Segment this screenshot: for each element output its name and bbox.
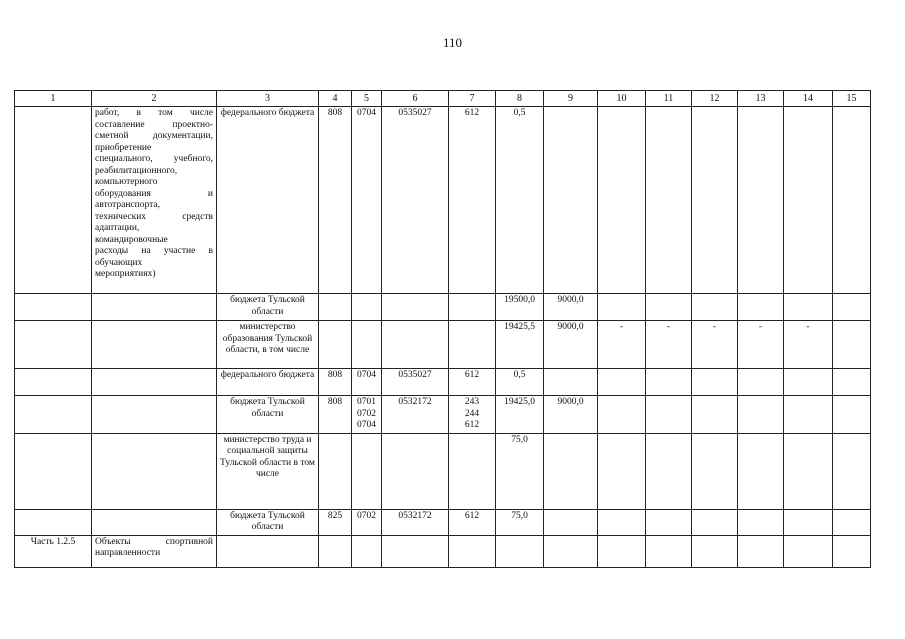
cell-year-value — [738, 396, 784, 434]
description-line: работ, в том числе — [95, 108, 213, 118]
cell-empty — [833, 107, 871, 294]
cell-target-article: 0532172 — [382, 509, 449, 535]
cell-year-value — [692, 369, 738, 396]
table-row — [15, 321, 871, 369]
cell-funding-source: федерального бюджета — [217, 107, 319, 294]
cell-expense-type — [449, 535, 496, 567]
column-header: 2 — [92, 91, 217, 107]
cell-expense-type: 612 — [449, 369, 496, 396]
cell-part-number — [15, 294, 92, 321]
cell-funding-source: бюджета Тульской области — [217, 294, 319, 321]
cell-year-value — [784, 396, 833, 434]
cell-year-value — [646, 369, 692, 396]
cell-grbs-code — [319, 535, 352, 567]
cell-section-code — [352, 535, 382, 567]
cell-year-value — [598, 509, 646, 535]
cell-description — [92, 396, 217, 434]
cell-part-number — [15, 509, 92, 535]
cell-line: 612 — [464, 420, 480, 430]
cell-year-value — [784, 369, 833, 396]
cell-amount-total: 0,5 — [496, 107, 544, 294]
cell-funding-source: бюджета Тульской области — [217, 396, 319, 434]
cell-target-article: 0535027 — [382, 107, 449, 294]
cell-year-value — [692, 107, 738, 294]
cell-amount-year — [544, 535, 598, 567]
cell-year-value — [598, 294, 646, 321]
table-row — [15, 107, 871, 294]
cell-amount-total — [496, 535, 544, 567]
cell-section-code — [352, 396, 382, 434]
cell-grbs-code: 808 — [319, 396, 352, 434]
cell-expense-type — [449, 433, 496, 509]
description-line: автотранспорта, — [95, 200, 160, 210]
cell-year-value — [598, 107, 646, 294]
cell-line: 0704 — [357, 420, 376, 430]
cell-target-article — [382, 321, 449, 369]
cell-part-number — [15, 107, 92, 294]
cell-amount-year: 9000,0 — [544, 294, 598, 321]
cell-expense-type: 612 — [449, 107, 496, 294]
cell-year-value: - — [784, 321, 833, 369]
description-line: приобретение — [95, 142, 152, 153]
cell-section-code: 0704 — [352, 107, 382, 294]
cell-year-value — [598, 433, 646, 509]
cell-grbs-code: 825 — [319, 509, 352, 535]
column-header: 4 — [319, 91, 352, 107]
cell-year-value: - — [692, 321, 738, 369]
page-number: 110 — [442, 35, 463, 50]
cell-year-value — [692, 294, 738, 321]
cell-part-number: Часть 1.2.5 — [15, 535, 92, 567]
cell-description — [92, 535, 217, 567]
cell-year-value: - — [738, 321, 784, 369]
cell-year-value — [784, 433, 833, 509]
cell-funding-source — [217, 535, 319, 567]
cell-year-value — [598, 396, 646, 434]
cell-amount-year — [544, 509, 598, 535]
cell-amount-total: 19500,0 — [496, 294, 544, 321]
cell-empty — [833, 294, 871, 321]
cell-target-article: 0535027 — [382, 369, 449, 396]
cell-amount-year — [544, 369, 598, 396]
cell-grbs-code — [319, 433, 352, 509]
cell-year-value — [646, 107, 692, 294]
cell-part-number — [15, 396, 92, 434]
cell-section-code: 0704 — [352, 369, 382, 396]
cell-year-value — [784, 509, 833, 535]
cell-year-value: - — [598, 321, 646, 369]
cell-year-value — [692, 535, 738, 567]
cell-part-number — [15, 321, 92, 369]
column-header: 5 — [352, 91, 382, 107]
column-header: 13 — [738, 91, 784, 107]
cell-year-value — [646, 535, 692, 567]
table-row — [15, 396, 871, 434]
cell-target-article — [382, 433, 449, 509]
column-header: 8 — [496, 91, 544, 107]
cell-target-article — [382, 535, 449, 567]
cell-year-value — [738, 294, 784, 321]
cell-year-value: - — [646, 321, 692, 369]
column-header: 12 — [692, 91, 738, 107]
cell-description — [92, 433, 217, 509]
cell-grbs-code — [319, 321, 352, 369]
column-header: 6 — [382, 91, 449, 107]
cell-amount-total: 75,0 — [496, 433, 544, 509]
cell-year-value — [784, 294, 833, 321]
cell-description — [92, 294, 217, 321]
column-header: 14 — [784, 91, 833, 107]
cell-part-number — [15, 433, 92, 509]
cell-grbs-code — [319, 294, 352, 321]
description-line: мероприятиях) — [95, 269, 156, 279]
description-line: составление проектно- — [95, 119, 213, 130]
description-line: технических средств — [95, 211, 213, 222]
cell-year-value — [784, 535, 833, 567]
cell-year-value — [646, 396, 692, 434]
description-line: обучающих — [95, 257, 143, 268]
column-header: 7 — [449, 91, 496, 107]
column-header: 11 — [646, 91, 692, 107]
table-row — [15, 369, 871, 396]
column-header: 15 — [833, 91, 871, 107]
description-line: специального, учебного, — [95, 154, 213, 164]
description-line: компьютерного — [95, 177, 158, 187]
cell-year-value — [598, 369, 646, 396]
cell-year-value — [738, 509, 784, 535]
cell-amount-total: 75,0 — [496, 509, 544, 535]
cell-description — [92, 107, 217, 294]
cell-amount-year — [544, 433, 598, 509]
cell-empty — [833, 509, 871, 535]
description-line: сметной документации, — [95, 131, 213, 141]
column-header: 9 — [544, 91, 598, 107]
cell-year-value — [738, 535, 784, 567]
cell-funding-source: министерство труда и социальной защиты Тульской области в том числе — [217, 433, 319, 509]
cell-year-value — [784, 107, 833, 294]
table-row — [15, 294, 871, 321]
cell-year-value — [738, 433, 784, 509]
cell-target-article — [382, 294, 449, 321]
cell-line: 0702 — [357, 408, 376, 419]
cell-section-code — [352, 294, 382, 321]
cell-line: 243 — [464, 397, 480, 407]
cell-part-number — [15, 369, 92, 396]
column-header: 10 — [598, 91, 646, 107]
description-line: расходы на участие в — [95, 246, 213, 256]
cell-expense-type — [449, 321, 496, 369]
description-line: Объекты спортивной — [95, 536, 213, 547]
cell-year-value — [692, 396, 738, 434]
table-row — [15, 509, 871, 535]
cell-year-value — [646, 433, 692, 509]
cell-amount-total: 19425,5 — [496, 321, 544, 369]
cell-year-value — [738, 369, 784, 396]
cell-amount-year: 9000,0 — [544, 396, 598, 434]
cell-grbs-code: 808 — [319, 369, 352, 396]
cell-line: 244 — [464, 408, 480, 419]
cell-empty — [833, 321, 871, 369]
cell-year-value — [646, 294, 692, 321]
cell-funding-source: министерство образования Тульской области, в том числе — [217, 321, 319, 369]
column-header: 3 — [217, 91, 319, 107]
description-line: командировочные — [95, 234, 168, 245]
cell-amount-year — [544, 107, 598, 294]
cell-target-article: 0532172 — [382, 396, 449, 434]
cell-year-value — [692, 433, 738, 509]
table-row — [15, 535, 871, 567]
table-row — [15, 433, 871, 509]
cell-amount-year: 9000,0 — [544, 321, 598, 369]
cell-year-value — [692, 509, 738, 535]
cell-empty — [833, 369, 871, 396]
cell-expense-type — [449, 396, 496, 434]
cell-year-value — [646, 509, 692, 535]
cell-funding-source: федерального бюджета — [217, 369, 319, 396]
column-numbers-row — [15, 91, 871, 107]
cell-section-code — [352, 321, 382, 369]
cell-description — [92, 321, 217, 369]
cell-expense-type — [449, 294, 496, 321]
cell-year-value — [738, 107, 784, 294]
cell-expense-type: 612 — [449, 509, 496, 535]
budget-table — [14, 90, 871, 568]
cell-grbs-code: 808 — [319, 107, 352, 294]
cell-description — [92, 509, 217, 535]
cell-amount-total: 0,5 — [496, 369, 544, 396]
cell-empty — [833, 396, 871, 434]
cell-empty — [833, 535, 871, 567]
cell-line: 0701 — [357, 397, 376, 407]
cell-section-code — [352, 433, 382, 509]
cell-section-code: 0702 — [352, 509, 382, 535]
column-header: 1 — [15, 91, 92, 107]
cell-funding-source: бюджета Тульской области — [217, 509, 319, 535]
cell-empty — [833, 433, 871, 509]
cell-amount-total: 19425,0 — [496, 396, 544, 434]
description-line: адаптации, — [95, 223, 140, 233]
description-line: оборудования и — [95, 188, 213, 199]
description-line: реабилитационного, — [95, 165, 178, 176]
cell-description — [92, 369, 217, 396]
description-line: направленности — [95, 548, 161, 558]
cell-year-value — [598, 535, 646, 567]
